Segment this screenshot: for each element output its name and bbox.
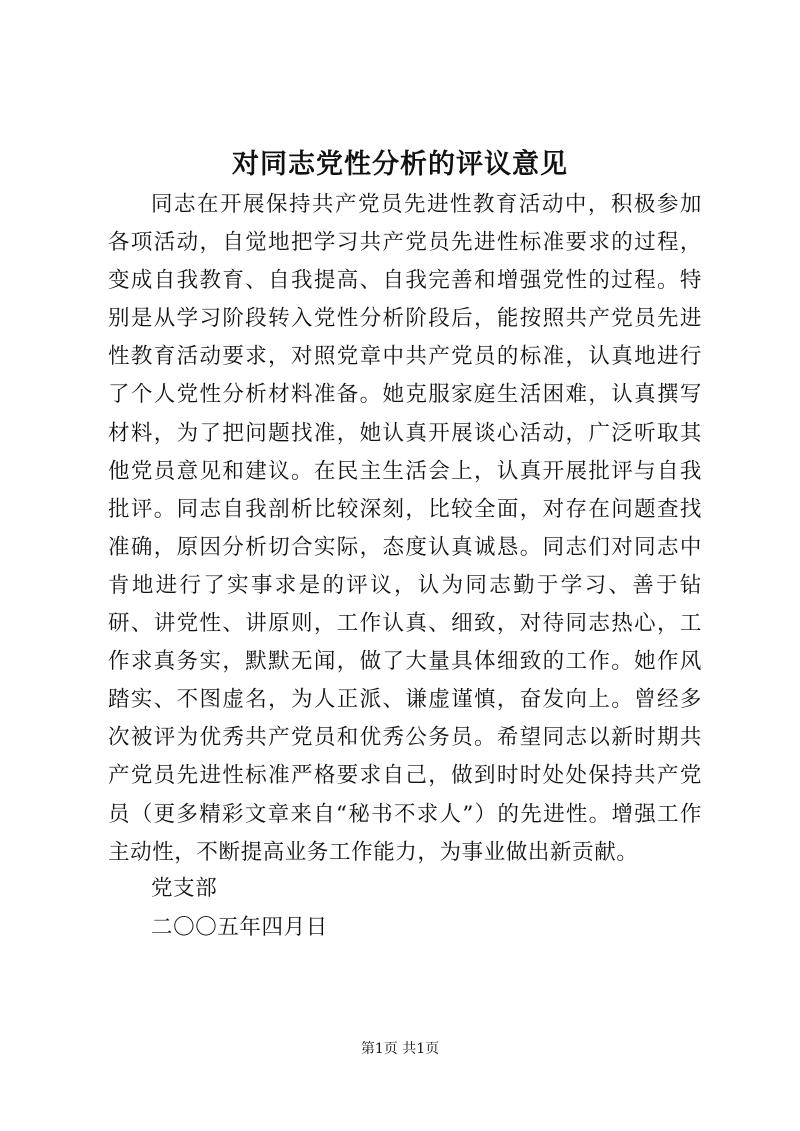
document-title: 对同志党性分析的评议意见 <box>232 149 568 180</box>
page-footer: 第1页 共1页 <box>360 1041 440 1057</box>
signature-organization: 党支部 <box>151 876 218 901</box>
signature-date: 二〇〇五年四月日 <box>151 915 328 940</box>
body-paragraph: 同志在开展保持共产党员先进性教育活动中，积极参加各项活动，自觉地把学习共产党员先进性标准要求的过程，变成自我教育、自我提高、自我完善和增强党性的过程。特别是从学习阶段转入党性分析阶段后，能按照共产党员先进性教育活动要求，对照党章中共产党员的标准，认真地进行了个人党性分析材料准备。她克服家庭生活困难，认真撰写材料，为了把问题找准，她认真开展谈心活动，广泛听取其他党员意见和建议。在民主生活会上，认真开展批评与自我批评。同志自我剖析比较深刻，比较全面，对存在问题查找准确，原因分析切合实际，态度认真诚恳。同志们对同志中肯地进行了实事求是的评议，认为同志勤于学习、善于钻研、讲党性、讲原则，工作认真、细致，对待同志热心，工作求真务实，默默无闻，做了大量具体细致的工作。她作风踏实、不图虚名，为人正派、谦虚谨慎，奋发向上。曾经多次被评为优秀共产党员和优秀公务员。希望同志以新时期共产党员先进性标准严格要求自己，做到时时处处保持共产党员（更多精彩文章来自“秘书不求人”）的先进性。增强工作主动性，不断提高业务工作能力，为事业做出新贡献。 <box>108 192 702 865</box>
